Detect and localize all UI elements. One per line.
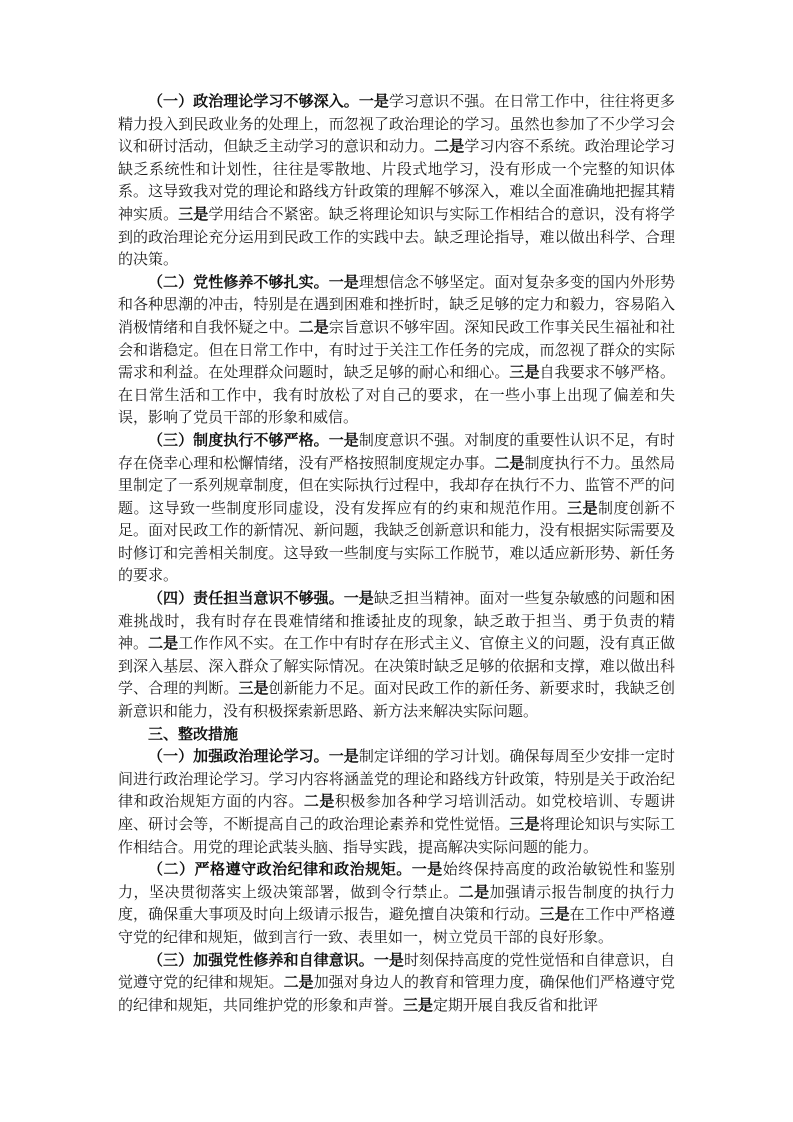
bold-text-run: 一是 bbox=[358, 92, 389, 110]
text-run: 加强请示报告制度的执行力度，确保重大事项及时向上级请示报告，避免擅自决策和行动。 bbox=[118, 882, 675, 924]
text-run: 制度执行不力。虽然局里制定了一系列规章制度，但在实际执行过程中，我却存在执行不力、监管不严的问题。这导致一些制度形同虚设，没有发挥应有的约束和规范作用。 bbox=[118, 453, 675, 517]
bold-text-run: （一）加强政治理论学习。 bbox=[148, 747, 329, 766]
bold-text-run: 二是 bbox=[298, 317, 329, 336]
bold-text-run: 二是 bbox=[303, 792, 335, 811]
bold-text-run: （二）党性修养不够扎实。 bbox=[148, 272, 329, 291]
text-run: 自我要求不够严格。在日常生活和工作中，我有时放松了对自己的要求，在一些小事上出现了偏差和失误，影响了党员干部的形象和威信。 bbox=[118, 363, 675, 427]
bold-text-run: 三是 bbox=[178, 204, 209, 223]
text-run: 工作作风不实。在工作中有时存在形式主义、官僚主义的问题，没有真正做到深入基层、深入群众了解实际情况。在决策时缺乏足够的依据和支撑，难以做出科学、合理的判断。 bbox=[118, 634, 675, 698]
bold-text-run: 一是 bbox=[328, 747, 359, 766]
text-run: 缺乏担当精神。面对一些复杂敏感的问题和困难挑战时，我有时存在畏难情绪和推诿扯皮的现象，缺乏敢于担当、勇于负责的精神。 bbox=[118, 589, 675, 653]
paragraph bbox=[118, 723, 675, 746]
bold-text-run: 三是 bbox=[539, 905, 570, 924]
text-run: 学习内容不系统。政治理论学习缺乏系统性和计划性，往往是零散地、片段式地学习，没有形成一个完整的知识体系。这导致我对党的理论和路线方针政策的理解不够深入，难以全面准确地把握其精神实质。 bbox=[118, 137, 675, 223]
text-run: 制度意识不强。对制度的重要性认识不足，有时存在侥幸心理和松懈情绪，没有严格按照制度规定办事。 bbox=[118, 430, 675, 472]
bold-text-run: （二）严格遵守政治纪律和政治规矩。 bbox=[148, 860, 412, 879]
bold-text-run: 二是 bbox=[148, 634, 179, 653]
text-run: 时刻保持高度的党性觉悟和自律意识，自觉遵守党的纪律和规矩。 bbox=[118, 950, 675, 992]
bold-text-run: 二是 bbox=[494, 453, 525, 472]
bold-text-run: （三）制度执行不够严格。 bbox=[148, 430, 329, 449]
document-body bbox=[118, 90, 675, 1016]
text-run: 宗旨意识不够牢固。深知民政工作事关民生福祉和社会和谐稳定。但在日常工作中，有时过于关注工作任务的完成，而忽视了群众的实际需求和利益。在处理群众问题时，缺乏足够的耐心和细心。 bbox=[118, 317, 675, 382]
paragraph bbox=[118, 858, 675, 948]
bold-text-run: 一是 bbox=[411, 860, 443, 879]
paragraph bbox=[118, 429, 675, 587]
text-run: 学习意识不强。在日常工作中，往往将更多精力投入到民政业务的处理上，而忽视了政治理论的学习。虽然也参加了不少学习会议和研讨活动，但缺乏主动学习的意识和动力。 bbox=[118, 92, 675, 156]
bold-text-run: 一是 bbox=[373, 950, 404, 969]
bold-text-run: 二是 bbox=[283, 973, 314, 992]
paragraph bbox=[118, 745, 675, 858]
text-run: 创新能力不足。面对民政工作的新任务、新要求时，我缺乏创新意识和能力，没有积极探索新思路、新方法来解决实际问题。 bbox=[118, 679, 675, 721]
paragraph bbox=[118, 90, 675, 271]
bold-text-run: 三是 bbox=[509, 815, 540, 833]
bold-text-run: 一是 bbox=[343, 589, 374, 608]
text-run: 积极参加各种学习培训活动。如党校培训、专题讲座、研讨会等，不断提高自己的政治理论素养和党性觉悟。 bbox=[118, 792, 675, 833]
text-run: 加强对身边人的教育和管理力度，确保他们严格遵守党的纪律和规矩，共同维护党的形象和声誉。 bbox=[118, 973, 675, 1014]
text-run: 理想信念不够坚定。面对复杂多变的国内外形势和各种思潮的冲击，特别是在遇到困难和挫折时，缺乏足够的定力和毅力，容易陷入消极情绪和自我怀疑之中。 bbox=[118, 272, 675, 336]
bold-text-run: 二是 bbox=[434, 137, 465, 156]
text-run: 在工作中严格遵守党的纪律和规矩，做到言行一致、表里如一，树立党员干部的良好形象。 bbox=[118, 905, 675, 946]
text-run: 始终保持高度的政治敏锐性和鉴别力，坚决贯彻落实上级决策部署，做到令行禁止。 bbox=[118, 860, 675, 901]
paragraph bbox=[118, 949, 675, 1017]
bold-text-run: 三是 bbox=[509, 363, 540, 382]
bold-text-run: 三是 bbox=[403, 995, 434, 1014]
paragraph bbox=[118, 271, 675, 429]
text-run: 将理论知识与实际工作相结合。用党的理论武装头脑、指导实践，提高解决实际问题的能力。 bbox=[118, 815, 675, 856]
bold-text-run: 一是 bbox=[328, 272, 359, 291]
bold-text-run: 三是 bbox=[567, 498, 599, 517]
bold-text-run: 三、整改措施 bbox=[148, 724, 239, 743]
text-run: 定期开展自我反省和批评 bbox=[433, 995, 599, 1014]
bold-text-run: （一）政治理论学习不够深入。 bbox=[148, 92, 359, 110]
bold-text-run: 一是 bbox=[328, 430, 359, 449]
bold-text-run: （三）加强党性修养和自律意识。 bbox=[148, 950, 374, 969]
text-run: 制度创新不足。面对民政工作的新情况、新问题，我缺乏创新意识和能力，没有根据实际需要及时修订和完善相关制度。这导致一些制度与实际工作脱节，难以适应新形势、新任务的要求。 bbox=[118, 498, 675, 585]
text-run: 制定详细的学习计划。确保每周至少安排一定时间进行政治理论学习。学习内容将涵盖党的理论和路线方针政策，特别是关于政治纪律和政治规矩方面的内容。 bbox=[118, 747, 675, 811]
text-run: 学用结合不紧密。缺乏将理论知识与实际工作相结合的意识，没有将学到的政治理论充分运用到民政工作的实践中去。缺乏理论指导，难以做出科学、合理的决策。 bbox=[118, 204, 675, 269]
bold-text-run: 二是 bbox=[458, 882, 490, 901]
paragraph bbox=[118, 587, 675, 723]
bold-text-run: 三是 bbox=[238, 679, 269, 698]
bold-text-run: （四）责任担当意识不够强。 bbox=[148, 589, 344, 608]
